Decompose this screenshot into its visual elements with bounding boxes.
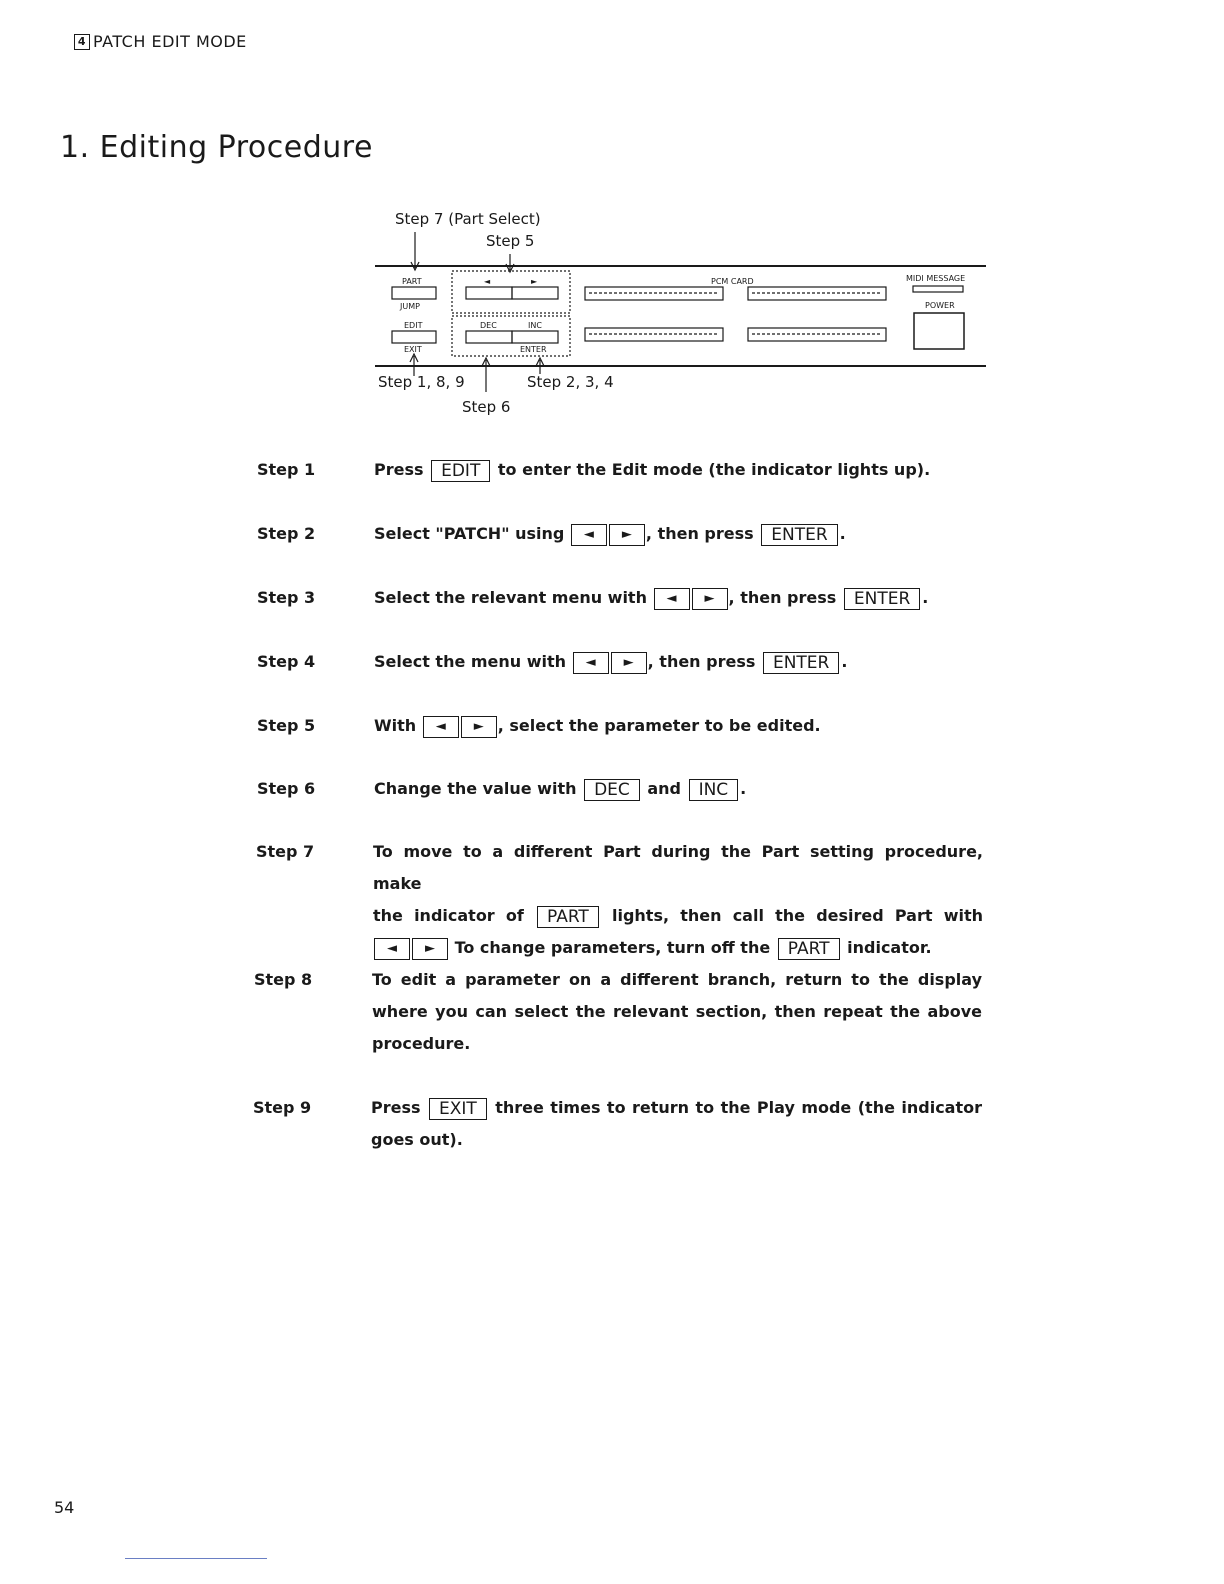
right-arrow-key: ► [609, 524, 645, 546]
left-arrow-panel-label: ◄ [484, 277, 491, 286]
inc-panel-label: INC [528, 321, 542, 330]
enter-key: ENTER [761, 524, 837, 546]
step-text: Press [371, 1098, 421, 1117]
pcm-card-label: PCM CARD [711, 277, 754, 286]
page-number: 54 [54, 1498, 75, 1517]
step-text: , then press [728, 588, 837, 607]
edit-key: EDIT [431, 460, 490, 482]
step-label: Step 4 [257, 652, 316, 671]
callout-step1-8-9: Step 1, 8, 9 [378, 373, 465, 391]
left-arrow-key: ◄ [573, 652, 609, 674]
step-text: , then press [645, 524, 754, 543]
step-text: Select the menu with [374, 652, 567, 671]
step-text: Press [374, 460, 424, 479]
step-label: Step 9 [253, 1098, 312, 1117]
step-text: Select "PATCH" using [374, 524, 565, 543]
step-text-line [371, 1092, 982, 1124]
step-6-text [374, 773, 746, 805]
part-panel-label: PART [402, 277, 422, 286]
step-7-text [373, 836, 983, 964]
front-panel-diagram [0, 0, 1224, 440]
step-2-text [374, 518, 846, 550]
left-arrow-key: ◄ [654, 588, 690, 610]
dec-panel-label: DEC [480, 321, 497, 330]
step-text: indicator. [847, 938, 932, 957]
right-arrow-key: ► [611, 652, 647, 674]
left-arrow-key: ◄ [423, 716, 459, 738]
step-label: Step 5 [257, 716, 316, 735]
step-text: Select the relevant menu with [374, 588, 647, 607]
callout-step7: Step 7 (Part Select) [395, 210, 541, 228]
step-label: Step 1 [257, 460, 316, 479]
step-text-line [373, 900, 983, 932]
chapter-number-box: 4 [74, 34, 90, 50]
step-text: and [647, 779, 681, 798]
right-arrow-key: ► [461, 716, 497, 738]
enter-panel-label: ENTER [520, 345, 547, 354]
step-3-text [374, 582, 928, 614]
step-text: To move to a different Part during the Part setting procedure, make [373, 842, 983, 893]
exit-panel-label: EXIT [404, 345, 422, 354]
step-text-line [373, 932, 983, 964]
step-text: . [839, 524, 846, 543]
enter-key: ENTER [844, 588, 920, 610]
right-arrow-panel-label: ► [531, 277, 538, 286]
callout-step2-3-4: Step 2, 3, 4 [527, 373, 614, 391]
step-text: Change the value with [374, 779, 577, 798]
step-text: , then press [647, 652, 756, 671]
step-text: To change parameters, turn off the [454, 938, 771, 957]
step-5-text [374, 710, 821, 742]
inc-key: INC [689, 779, 739, 801]
step-text: . [841, 652, 848, 671]
callout-step6: Step 6 [462, 398, 511, 416]
part-key: PART [778, 938, 840, 960]
enter-key: ENTER [763, 652, 839, 674]
step-text: goes out). [371, 1130, 463, 1149]
step-text: to enter the Edit mode (the indicator lights up). [497, 460, 931, 479]
power-label: POWER [925, 301, 955, 310]
step-text: the indicator of [373, 906, 524, 925]
jump-panel-label: JUMP [400, 302, 420, 311]
callout-step5: Step 5 [486, 232, 535, 250]
step-text: With [374, 716, 417, 735]
step-text: . [922, 588, 929, 607]
step-text: , select the parameter to be edited. [497, 716, 821, 735]
step-label: Step 8 [254, 970, 313, 989]
step-label: Step 2 [257, 524, 316, 543]
step-8-text [372, 964, 982, 1060]
midi-message-label: MIDI MESSAGE [906, 274, 966, 283]
step-label: Step 3 [257, 588, 316, 607]
step-4-text [374, 646, 847, 678]
step-text: procedure. [372, 1034, 471, 1053]
step-label: Step 7 [256, 842, 315, 861]
step-text: . [740, 779, 747, 798]
step-9-text [371, 1092, 982, 1156]
step-text: To edit a parameter on a different branch, return to the display [372, 970, 982, 989]
section-title: 1. Editing Procedure [60, 130, 373, 165]
step-text: three times to return to the Play mode (the indicator [495, 1098, 983, 1117]
exit-key: EXIT [429, 1098, 487, 1120]
part-key: PART [537, 906, 599, 928]
right-arrow-key: ► [412, 938, 448, 960]
dec-key: DEC [584, 779, 640, 801]
edit-panel-label: EDIT [404, 321, 423, 330]
right-arrow-key: ► [692, 588, 728, 610]
step-1-text [374, 454, 930, 486]
left-arrow-key: ◄ [571, 524, 607, 546]
footnote-rule [125, 1558, 267, 1559]
step-text: where you can select the relevant section, then repeat the above [372, 1002, 982, 1021]
chapter-title: PATCH EDIT MODE [93, 32, 247, 51]
left-arrow-key: ◄ [374, 938, 410, 960]
step-label: Step 6 [257, 779, 316, 798]
step-text: lights, then call the desired Part with [611, 906, 984, 925]
